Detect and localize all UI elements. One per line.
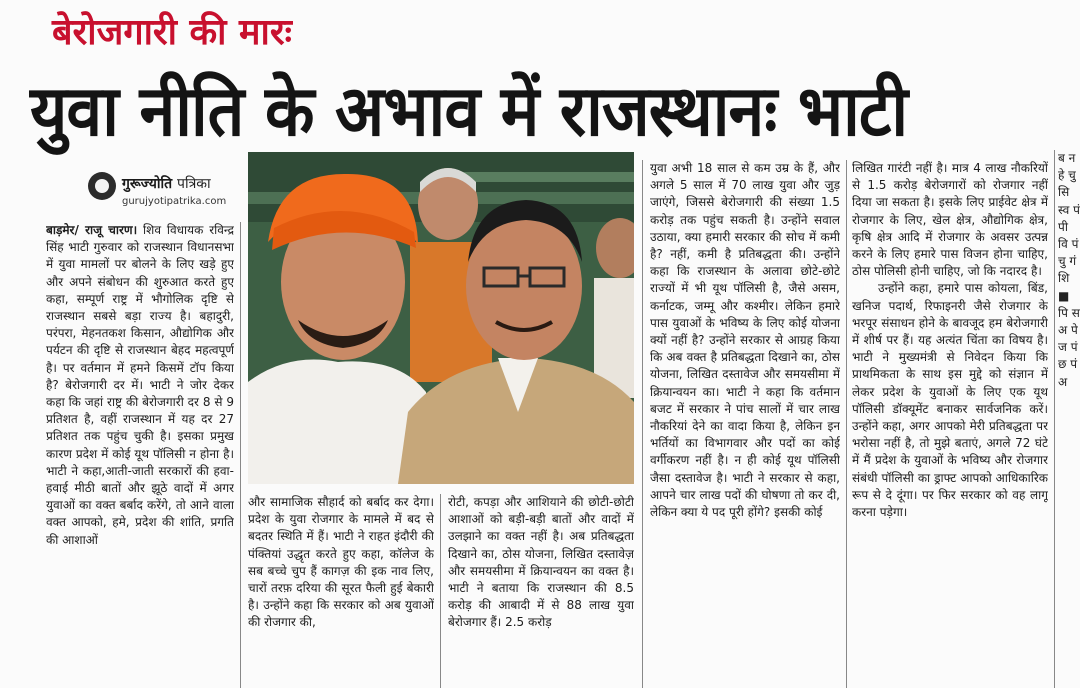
publication-brand bbox=[88, 172, 248, 214]
column-divider bbox=[846, 160, 847, 688]
article-column-3 bbox=[448, 494, 634, 688]
dateline: बाड़मेर/ राजू चारण। bbox=[46, 223, 138, 237]
publication-logo-icon bbox=[88, 172, 116, 200]
column-divider bbox=[240, 222, 241, 688]
column-divider bbox=[440, 494, 441, 688]
column-2-text: और सामाजिक सौहार्द को बर्बाद कर देगा। प्रदेश के युवा रोजगार के मामले में बद से बदतर स्थिति में हैं। भाटी ने राहत इंदौरी की पंक्तियां उद्धृत करते हुए कहा, कॉलेज के सब बच्चे चुप हैं कागज़ की इक नाव लिए, चारों तरफ़ दरिया की सूरत फैली हुई बेकारी है। उन्होंने कहा कि सरकार को अब युवाओं की रोजगार की, bbox=[248, 495, 434, 630]
article-column-5 bbox=[852, 160, 1048, 688]
article-column-4 bbox=[650, 160, 840, 688]
article-column-1 bbox=[46, 222, 234, 688]
publication-name: गुरूज्योति पत्रिका bbox=[122, 176, 211, 192]
headline: युवा नीति के अभाव में राजस्थानः भाटी bbox=[30, 70, 908, 152]
column-5-text: लिखित गारंटी नहीं है। मात्र 4 लाख नौकरियों से 1.5 करोड़ बेरोजगारों को रोजगार नहीं दिया जा सकता है। इसके लिए प्राईवेट क्षेत्र में रोजगार के लिए, खेल क्षेत्र, औद्योगिक क्षेत्र, कृषि क्षेत्र आदि में रोजगार के अवसर उत्पन्न करने के लिए हमारे पास विजन होना चाहिए, ठोस पोलिसी होनी चाहिए, जो कि नदारद है। bbox=[852, 161, 1048, 279]
kicker: बेरोजगारी की मारः bbox=[52, 12, 292, 53]
adjacent-article-edge: ब न हे चु सि स्व पं पी वि पं चु गं शि ■ पि स अ पे ज पं छ पं अ bbox=[1058, 151, 1080, 389]
column-3-text: रोटी, कपड़ा और आशियाने की छोटी-छोटी आशाओं को बड़ी-बड़ी बातों और वादों में उलझाने का वक्त नहीं है। अब प्रतिबद्धता दिखाने का, ठोस योजना, लिखित दस्तावेज़ और समयसीमा में क्रियान्वयन का वक्त है। भाटी ने बताया कि राजस्थान की 8.5 करोड़ की आबादी में से 88 लाख युवा बेरोजगार हैं। 2.5 करोड़ bbox=[448, 495, 634, 630]
article-photo bbox=[248, 152, 634, 484]
publication-site: gurujyotipatrika.com bbox=[122, 196, 227, 207]
column-4-text: युवा अभी 18 साल से कम उम्र के हैं, और अगले 5 साल में 70 लाख युवा और जुड़ जाएंगे, जिससे बेरोजगारी की संख्या 1.5 करोड़ तक पहुंच सकती है। उन्होंने सवाल उठाया, क्या हमारी सरकार की सोच में कमी है? नहीं, कमी है प्रतिबद्धता की। उन्होंने कहा कि राजस्थान के अलावा छोटे-छोटे राज्यों में भी यूथ पॉलिसी है, जैसे असम, कर्नाटक, जम्मू और कश्मीर। लेकिन हमारे पास युवाओं के भविष्य के लिए कोई योजना क्यों नहीं है? उन्होंने सरकार से आग्रह किया कि अब वक्त है प्रतिबद्धता दिखाने का, ठोस योजना, लिखित दस्तावेज और समयसीमा में क्रियान्वयन का। भाटी ने कहा कि वर्तमान बजट में सरकार ने पांच सालों में चार लाख नौकरियां देने का वादा किया है, लेकिन इन भर्तियों का विभागवार और पदों का कोई वर्गीकरण नहीं है। न ही कोई यूथ पॉलिसी जैसा दस्तावेज है। भाटी ने सरकार से कहा, आपने चार लाख पदों की घोषणा तो कर दी, लेकिन क्या ये पद पूरी होंगे? इसकी कोई bbox=[650, 161, 840, 520]
article-column-2 bbox=[248, 494, 434, 688]
column-1-text: शिव विधायक रविन्द्र सिंह भाटी गुरुवार को राजस्थान विधानसभा में युवा मामलों पर बोलने के लिए खड़े हुए और अपने संबोधन की शुरुआत करते हुए कहा, सम्पूर्ण राष्ट्र में भौगोलिक दृष्टि से राजस्थान सबसे बड़ा राज्य है। बहादुरी, परंपरा, मेहनतकश किसान, औद्योगिक और पर्यटन की दृष्टि से राजस्थान बेहद महत्वपूर्ण है। पर वर्तमान में हमने किसमें टॉप किया है? बेरोजगारी दर में। भाटी ने जोर देकर कहा कि जहां राष्ट्र की बेरोजगारी दर 8 से 9 प्रतिशत है, वहीं राजस्थान में यह दर 27 प्रतिशत तक पहुंच चुकी है। इसका प्रमुख कारण प्रदेश में कोई यूथ पॉलिसी न होना है। भाटी ने कहा,आती-जाती सरकारों की हवा-हवाई मीठी बातों और झूठे वादों में अगर युवाओं का वक्त बर्बाद करेंगे, तो आने वाला वक्त आपको, हमे, प्रदेश की शांति, प्रगति की आशाओं bbox=[46, 223, 234, 547]
column-divider bbox=[1054, 150, 1055, 688]
column-divider bbox=[642, 160, 643, 688]
column-5-text-2: उन्होंने कहा, हमारे पास कोयला, बिंड, खनिज पदार्थ, रिफाइनरी जैसे रोजगार के भरपूर संसाधन होने के बावजूद हम बेरोजगारी में शीर्ष पर हैं। यह अत्यंत चिंता का विषय है। भाटी ने मुख्यमंत्री से निवेदन किया कि प्राथमिकता के साथ इस मुद्दे को संज्ञान में लेकर प्रदेश के युवाओं के लिए एक यूथ पॉलिसी डॉक्यूमेंट बनाकर सार्वजनिक करें। उन्होंने कहा, अगर आपको मेरी प्रतिबद्धता पर भरोसा नहीं है, तो मुझे बताएं, अगले 72 घंटे में मैं प्रदेश के युवाओं के भविष्य और रोजगार संबंधी पॉलिसी का ड्राफ्ट आपको आधिकारिक रूप से दे दूंगा। पर फिर सरकार को वह लागू करना पड़ेगा। bbox=[852, 281, 1048, 520]
